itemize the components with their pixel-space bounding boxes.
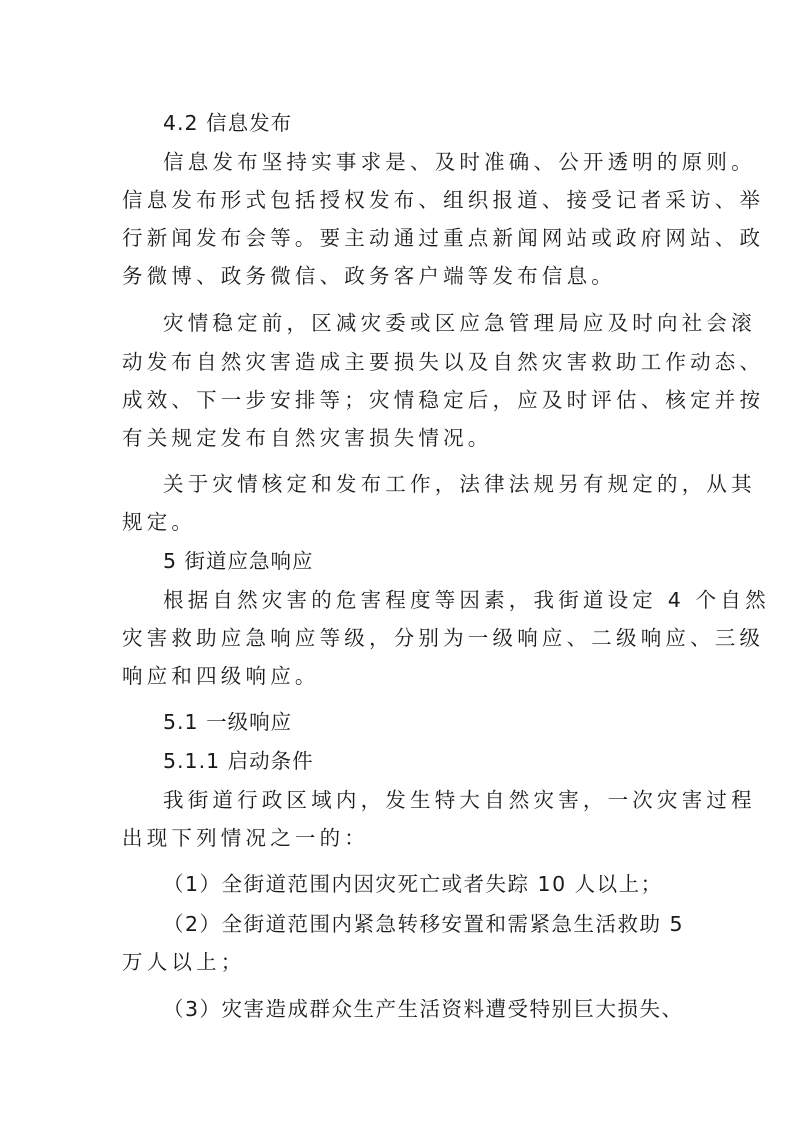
paragraph-line: 我街道行政区域内，发生特大自然灾害，一次灾害过程 [163, 788, 756, 812]
paragraph-line: 有关规定发布自然灾害损失情况。 [122, 426, 493, 450]
list-item-2-continued: 万人以上； [122, 950, 246, 974]
paragraph-line: 关于灾情核定和发布工作，法律法规另有规定的，从其 [163, 472, 756, 496]
paragraph-line: 行新闻发布会等。要主动通过重点新闻网站或政府网站、政 [122, 226, 765, 250]
paragraph-line: 规定。 [122, 510, 197, 534]
paragraph-line: 信息发布坚持实事求是、及时准确、公开透明的原则。 [163, 150, 756, 174]
paragraph-line: 响应和四级响应。 [122, 664, 320, 688]
section-heading-5-1: 5.1 一级响应 [163, 710, 293, 734]
paragraph-line: 灾害救助应急响应等级，分别为一级响应、二级响应、三级 [122, 626, 765, 650]
section-heading-5: 5 街道应急响应 [163, 549, 314, 573]
section-heading-5-1-1: 5.1.1 启动条件 [163, 749, 314, 773]
paragraph-line: 出现下列情况之一的： [122, 826, 369, 850]
paragraph-line: 成效、下一步安排等；灾情稳定后，应及时评估、核定并按 [122, 388, 765, 412]
paragraph-line: 根据自然灾害的危害程度等因素，我街道设定 4 个自然 [163, 588, 770, 612]
paragraph-line: 动发布自然灾害造成主要损失以及自然灾害救助工作动态、 [122, 350, 765, 374]
paragraph-line: 灾情稳定前，区减灾委或区应急管理局应及时向社会滚 [163, 311, 756, 335]
paragraph-line: 信息发布形式包括授权发布、组织报道、接受记者采访、举 [122, 188, 765, 212]
list-item-3: （3）灾害造成群众生产生活资料遭受特别巨大损失、 [163, 997, 684, 1021]
list-item-2: （2）全街道范围内紧急转移安置和需紧急生活救助 5 [163, 912, 685, 936]
section-heading-4-2: 4.2 信息发布 [163, 111, 293, 135]
list-item-1: （1）全街道范围内因灾死亡或者失踪 10 人以上； [163, 872, 663, 896]
paragraph-line: 务微博、政务微信、政务客户端等发布信息。 [122, 264, 616, 288]
